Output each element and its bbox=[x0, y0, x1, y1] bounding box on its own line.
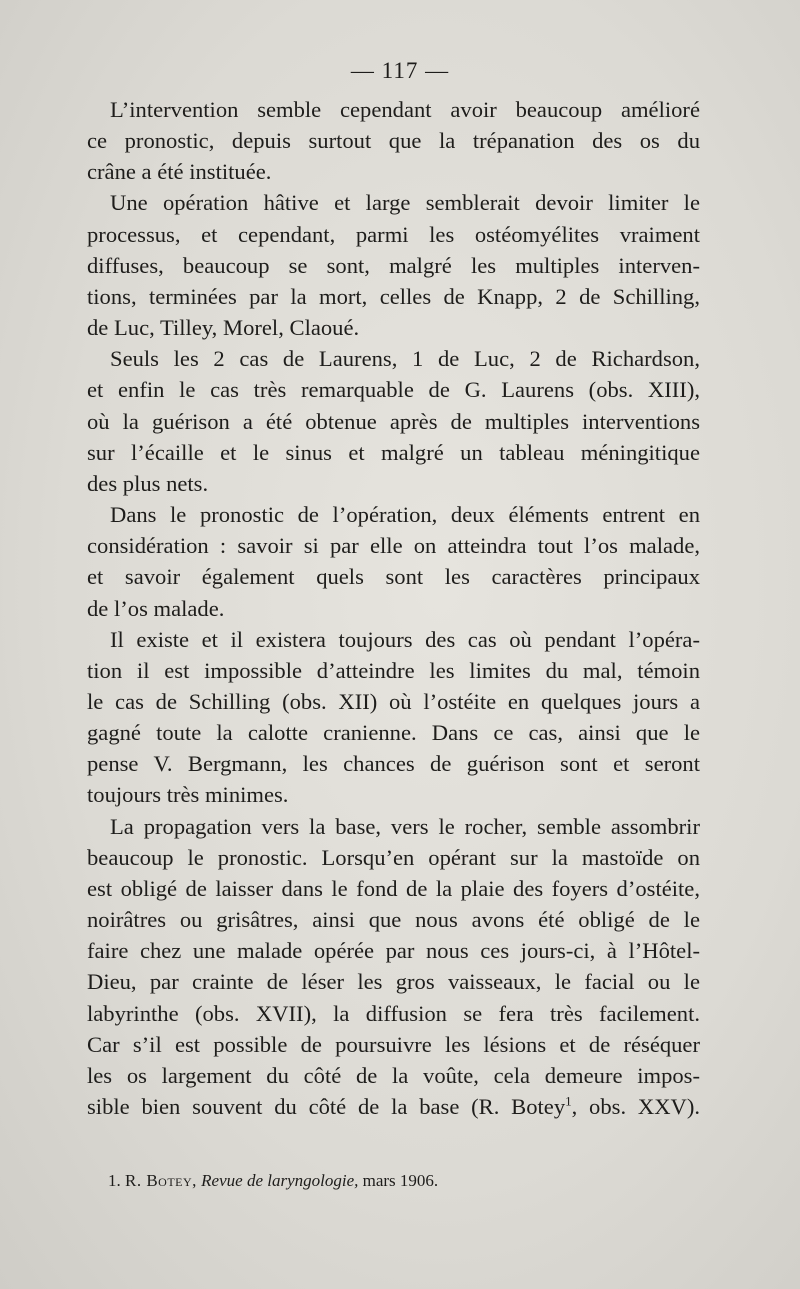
text-line: et savoir également quels sont les caractères principaux bbox=[87, 564, 700, 590]
text-line: Dieu, par crainte de léser les gros vaisseaux, le facial ou le bbox=[87, 969, 700, 995]
text-line: de Luc, Tilley, Morel, Claoué. bbox=[87, 315, 360, 341]
text-line: où la guérison a été obtenue après de multiples interventions bbox=[87, 408, 700, 434]
footnote-journal: Revue de laryngologie, bbox=[201, 1171, 359, 1190]
text-line: Car s’il est possible de poursuivre les lésions et de réséquer bbox=[87, 1031, 700, 1057]
footnote-reference: 1 bbox=[565, 1093, 572, 1109]
paragraph bbox=[87, 94, 700, 187]
text-line: ce pronostic, depuis surtout que la trépanation des os du bbox=[87, 128, 700, 154]
text-line: de l’os malade. bbox=[87, 595, 225, 621]
text-line: et enfin le cas très remarquable de G. Laurens (obs. XIII), bbox=[87, 377, 700, 403]
footnote-number: 1. bbox=[108, 1171, 121, 1190]
text-line: tion il est impossible d’atteindre les limites du mal, témoin bbox=[87, 657, 700, 683]
text-line: labyrinthe (obs. XVII), la diffusion se fera très facilement. bbox=[87, 1000, 700, 1026]
text-line: beaucoup le pronostic. Lorsqu’en opérant sur la mastoïde on bbox=[87, 844, 700, 870]
text-line: Dans le pronostic de l’opération, deux éléments entrent en bbox=[110, 502, 700, 528]
text-line: L’intervention semble cependant avoir beaucoup amélioré bbox=[110, 97, 700, 122]
text-line: le cas de Schilling (obs. XII) où l’ostéite en quelques jours a bbox=[87, 688, 700, 714]
paragraph bbox=[87, 187, 700, 343]
body-text bbox=[87, 94, 700, 1122]
text-fragment: sible bien souvent du côté de la base (R. Botey bbox=[87, 1094, 566, 1119]
text-line: les os largement du côté de la voûte, cela demeure impos- bbox=[87, 1062, 700, 1088]
text-line: considération : savoir si par elle on atteindra tout l’os malade, bbox=[87, 533, 700, 559]
paragraph bbox=[87, 499, 700, 624]
text-line: processus, et cependant, parmi les ostéomyélites vraiment bbox=[87, 221, 700, 247]
text-fragment: , obs. XXV). bbox=[571, 1094, 700, 1119]
text-line: des plus nets. bbox=[87, 470, 209, 496]
paragraph bbox=[87, 624, 700, 811]
text-line: faire chez une malade opérée par nous ces jours-ci, à l’Hôtel- bbox=[87, 938, 700, 964]
text-line: crâne a été instituée. bbox=[87, 159, 272, 185]
text-line: noirâtres ou grisâtres, ainsi que nous avons été obligé de le bbox=[87, 907, 700, 933]
text-line: Il existe et il existera toujours des cas où pendant l’opéra- bbox=[110, 626, 700, 652]
page-number: — 117 — bbox=[350, 58, 450, 83]
text-line: sur l’écaille et le sinus et malgré un tableau méningitique bbox=[87, 439, 700, 465]
text-line: toujours très minimes. bbox=[87, 782, 289, 808]
paragraph bbox=[87, 811, 700, 1123]
text-line: Une opération hâtive et large semblerait devoir limiter le bbox=[110, 190, 700, 216]
text-line: La propagation vers la base, vers le rocher, semble assombrir bbox=[110, 813, 700, 839]
text-line: Seuls les 2 cas de Laurens, 1 de Luc, 2 de Richardson, bbox=[110, 346, 700, 372]
footnote-date: mars 1906. bbox=[362, 1171, 439, 1190]
footnote-author: R. Botey, bbox=[125, 1171, 197, 1190]
text-line: pense V. Bergmann, les chances de guérison sont et seront bbox=[87, 751, 700, 777]
text-line: tions, terminées par la mort, celles de Knapp, 2 de Schilling, bbox=[87, 283, 700, 309]
text-line: diffuses, beaucoup se sont, malgré les multiples interven- bbox=[87, 252, 700, 278]
footnote bbox=[108, 1171, 708, 1191]
paragraph bbox=[87, 343, 700, 499]
text-line: est obligé de laisser dans le fond de la plaie des foyers d’ostéite, bbox=[87, 875, 700, 901]
text-line bbox=[87, 1091, 700, 1122]
text-line: gagné toute la calotte cranienne. Dans ce cas, ainsi que le bbox=[87, 720, 700, 746]
